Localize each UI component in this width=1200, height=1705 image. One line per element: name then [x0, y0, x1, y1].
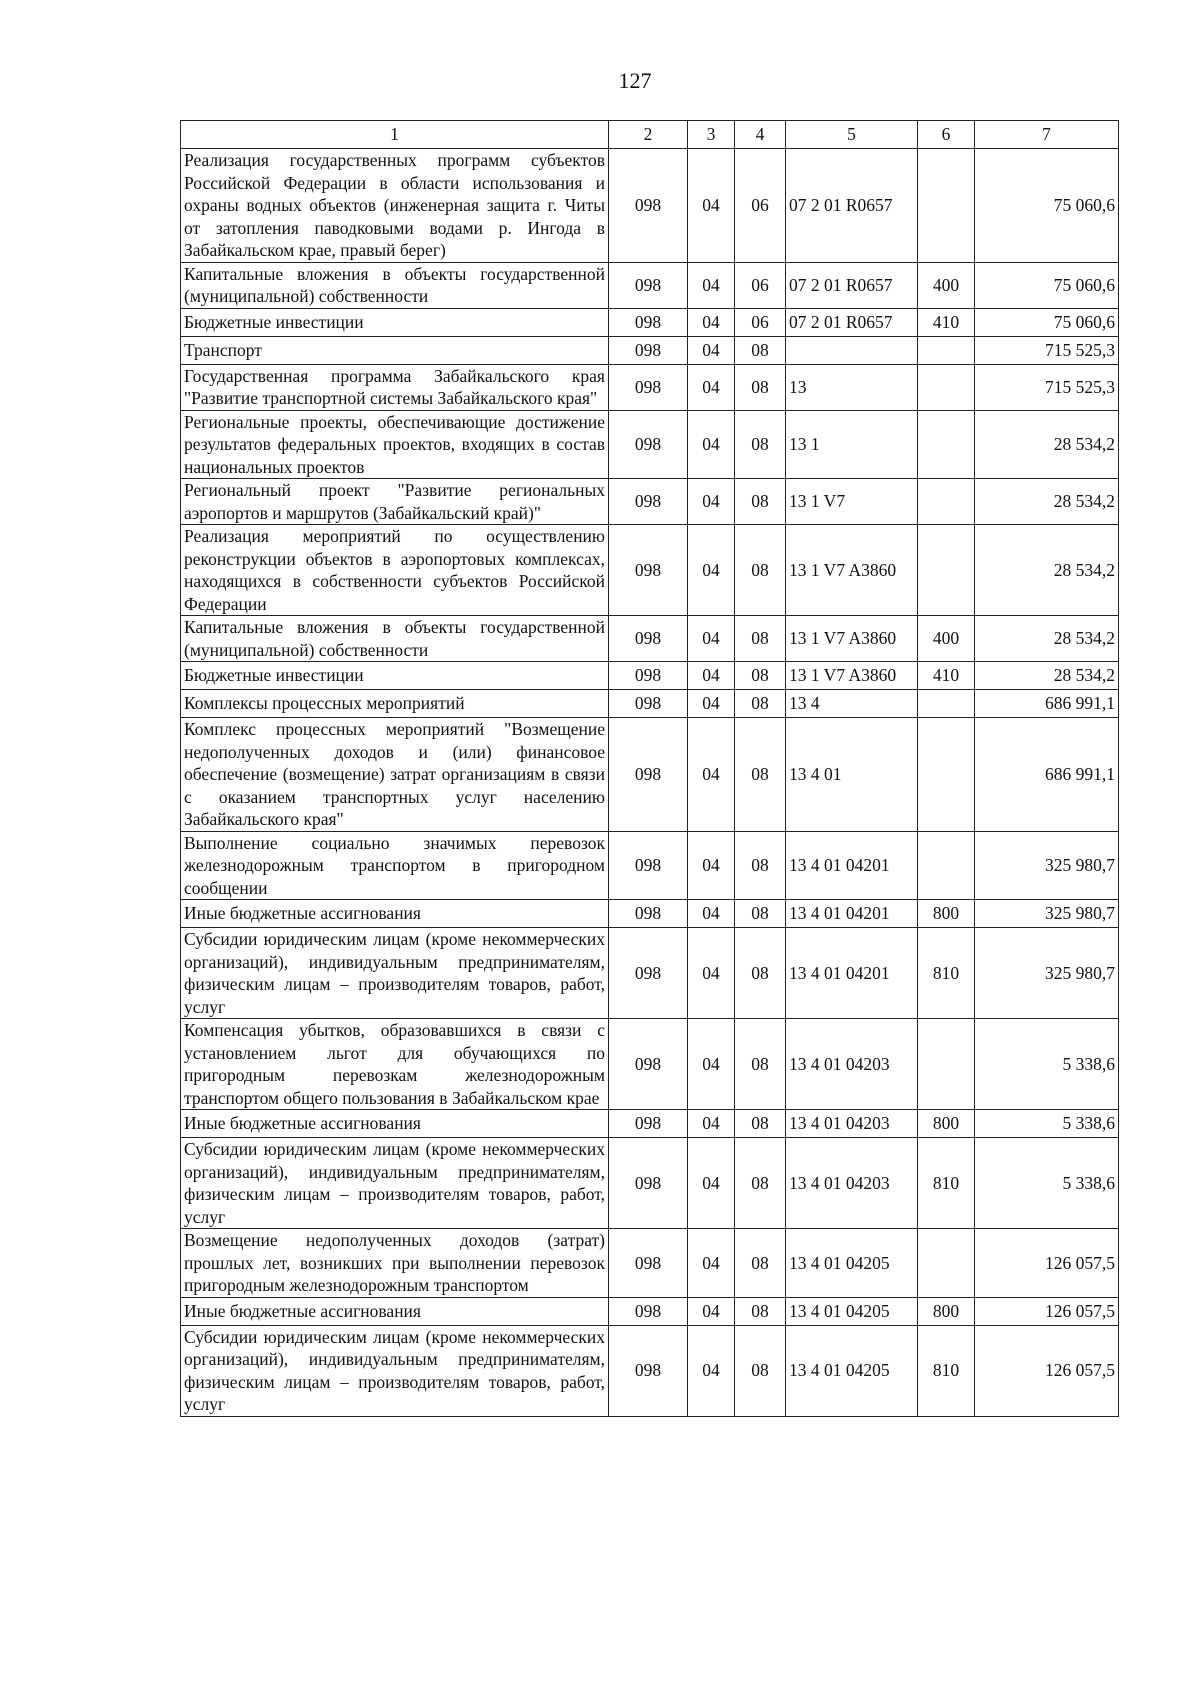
row-col-3: 04 — [688, 149, 735, 263]
row-col-2: 098 — [609, 1019, 688, 1110]
row-col-4: 08 — [735, 410, 786, 479]
row-col-5: 13 4 01 — [786, 718, 918, 832]
row-col-5: 07 2 01 R0657 — [786, 149, 918, 263]
row-col-5: 13 4 01 04201 — [786, 831, 918, 900]
table-row — [181, 718, 1119, 832]
row-col-6: 400 — [918, 262, 975, 308]
row-col-3: 04 — [688, 336, 735, 364]
row-col-4: 08 — [735, 1110, 786, 1138]
row-name: Субсидии юридическим лицам (кроме некоммерческих организаций), индивидуальным предпринимателям, физическим лицам – производителям товаров, работ, услуг — [181, 1325, 609, 1416]
row-col-6 — [918, 410, 975, 479]
row-col-7: 126 057,5 — [975, 1229, 1119, 1298]
table-row — [181, 336, 1119, 364]
row-col-3: 04 — [688, 1138, 735, 1229]
row-name: Иные бюджетные ассигнования — [181, 1110, 609, 1138]
row-col-5: 13 4 01 04205 — [786, 1325, 918, 1416]
row-name: Капитальные вложения в объекты государственной (муниципальной) собственности — [181, 616, 609, 662]
row-col-6 — [918, 831, 975, 900]
row-col-4: 08 — [735, 525, 786, 616]
table-row — [181, 900, 1119, 928]
row-col-5: 13 4 01 04201 — [786, 928, 918, 1019]
row-col-7: 126 057,5 — [975, 1325, 1119, 1416]
row-col-4: 06 — [735, 149, 786, 263]
row-name: Компенсация убытков, образовавшихся в связи с установлением льгот для обучающихся по пригородным перевозкам железнодорожным транспортом общего пользования в Забайкальском крае — [181, 1019, 609, 1110]
row-col-3: 04 — [688, 1325, 735, 1416]
row-col-6: 810 — [918, 1138, 975, 1229]
budget-table — [180, 120, 1119, 1417]
row-col-4: 08 — [735, 1297, 786, 1325]
table-row — [181, 1138, 1119, 1229]
table-row — [181, 928, 1119, 1019]
row-col-3: 04 — [688, 308, 735, 336]
row-name: Субсидии юридическим лицам (кроме некоммерческих организаций), индивидуальным предпринимателям, физическим лицам – производителям товаров, работ, услуг — [181, 928, 609, 1019]
row-name: Государственная программа Забайкальского края "Развитие транспортной системы Забайкальского края" — [181, 364, 609, 410]
row-col-5: 13 4 01 04205 — [786, 1229, 918, 1298]
table-row — [181, 364, 1119, 410]
row-col-4: 08 — [735, 1019, 786, 1110]
row-col-3: 04 — [688, 831, 735, 900]
row-col-4: 08 — [735, 1325, 786, 1416]
row-col-3: 04 — [688, 616, 735, 662]
row-col-6 — [918, 336, 975, 364]
row-col-5: 13 1 V7 — [786, 479, 918, 525]
row-name: Реализация мероприятий по осуществлению реконструкции объектов в аэропортовых комплексах, находящихся в собственности субъектов Российской Федерации — [181, 525, 609, 616]
row-col-5: 13 — [786, 364, 918, 410]
header-col-5: 5 — [786, 121, 918, 149]
row-col-2: 098 — [609, 525, 688, 616]
row-col-2: 098 — [609, 928, 688, 1019]
row-col-7: 28 534,2 — [975, 616, 1119, 662]
row-col-2: 098 — [609, 900, 688, 928]
row-name: Транспорт — [181, 336, 609, 364]
header-col-4: 4 — [735, 121, 786, 149]
row-name: Региональный проект "Развитие региональных аэропортов и маршрутов (Забайкальский край)" — [181, 479, 609, 525]
row-name: Бюджетные инвестиции — [181, 308, 609, 336]
row-col-7: 75 060,6 — [975, 149, 1119, 263]
row-col-4: 08 — [735, 479, 786, 525]
row-col-4: 08 — [735, 1138, 786, 1229]
row-col-7: 75 060,6 — [975, 308, 1119, 336]
row-col-3: 04 — [688, 410, 735, 479]
row-col-2: 098 — [609, 1110, 688, 1138]
row-col-5: 13 4 01 04201 — [786, 900, 918, 928]
table-row — [181, 149, 1119, 263]
row-col-6 — [918, 525, 975, 616]
row-col-5 — [786, 336, 918, 364]
row-col-7: 325 980,7 — [975, 928, 1119, 1019]
row-col-6 — [918, 1229, 975, 1298]
row-name: Региональные проекты, обеспечивающие достижение результатов федеральных проектов, входящих в состав национальных проектов — [181, 410, 609, 479]
row-col-2: 098 — [609, 1138, 688, 1229]
row-col-6 — [918, 690, 975, 718]
row-col-2: 098 — [609, 336, 688, 364]
row-col-4: 08 — [735, 616, 786, 662]
row-col-3: 04 — [688, 479, 735, 525]
row-col-3: 04 — [688, 262, 735, 308]
header-col-1: 1 — [181, 121, 609, 149]
row-col-3: 04 — [688, 928, 735, 1019]
row-col-5: 13 1 — [786, 410, 918, 479]
row-col-3: 04 — [688, 1019, 735, 1110]
table-body — [181, 149, 1119, 1417]
row-name: Капитальные вложения в объекты государственной (муниципальной) собственности — [181, 262, 609, 308]
row-col-6: 810 — [918, 928, 975, 1019]
row-col-6 — [918, 479, 975, 525]
row-col-4: 08 — [735, 364, 786, 410]
row-col-2: 098 — [609, 662, 688, 690]
row-col-6: 810 — [918, 1325, 975, 1416]
row-col-6 — [918, 1019, 975, 1110]
row-col-3: 04 — [688, 364, 735, 410]
row-col-5: 13 4 01 04203 — [786, 1138, 918, 1229]
row-col-2: 098 — [609, 479, 688, 525]
row-name: Возмещение недополученных доходов (затрат) прошлых лет, возникших при выполнении перевозок пригородным железнодорожным транспортом — [181, 1229, 609, 1298]
row-name: Иные бюджетные ассигнования — [181, 1297, 609, 1325]
row-col-5: 13 4 01 04203 — [786, 1110, 918, 1138]
row-col-7: 715 525,3 — [975, 364, 1119, 410]
row-col-5: 13 1 V7 A3860 — [786, 525, 918, 616]
row-col-2: 098 — [609, 1229, 688, 1298]
row-col-7: 28 534,2 — [975, 525, 1119, 616]
row-col-2: 098 — [609, 149, 688, 263]
header-col-7: 7 — [975, 121, 1119, 149]
row-col-7: 686 991,1 — [975, 718, 1119, 832]
row-col-2: 098 — [609, 1297, 688, 1325]
page-number: 127 — [618, 68, 652, 93]
row-col-4: 08 — [735, 1229, 786, 1298]
header-row — [181, 121, 1119, 149]
row-col-3: 04 — [688, 1110, 735, 1138]
row-col-2: 098 — [609, 831, 688, 900]
row-col-2: 098 — [609, 262, 688, 308]
row-col-7: 5 338,6 — [975, 1110, 1119, 1138]
table-row — [181, 1229, 1119, 1298]
table-row — [181, 308, 1119, 336]
table-row — [181, 410, 1119, 479]
row-col-7: 28 534,2 — [975, 410, 1119, 479]
row-col-7: 686 991,1 — [975, 690, 1119, 718]
table-row — [181, 616, 1119, 662]
row-col-3: 04 — [688, 718, 735, 832]
row-col-3: 04 — [688, 1229, 735, 1298]
row-col-2: 098 — [609, 364, 688, 410]
row-col-5: 13 4 — [786, 690, 918, 718]
row-col-2: 098 — [609, 410, 688, 479]
row-col-5: 13 4 01 04203 — [786, 1019, 918, 1110]
row-col-4: 08 — [735, 831, 786, 900]
row-col-4: 08 — [735, 928, 786, 1019]
table-row — [181, 662, 1119, 690]
row-name: Реализация государственных программ субъектов Российской Федерации в области использования и охраны водных объектов (инженерная защита г. Читы от затопления паводковыми водами р. Ингода в Забайкальском крае, правый берег) — [181, 149, 609, 263]
row-col-2: 098 — [609, 690, 688, 718]
row-col-3: 04 — [688, 1297, 735, 1325]
table-row — [181, 525, 1119, 616]
row-col-6 — [918, 149, 975, 263]
row-col-5: 13 4 01 04205 — [786, 1297, 918, 1325]
row-col-7: 715 525,3 — [975, 336, 1119, 364]
row-name: Субсидии юридическим лицам (кроме некоммерческих организаций), индивидуальным предпринимателям, физическим лицам – производителям товаров, работ, услуг — [181, 1138, 609, 1229]
row-col-4: 08 — [735, 690, 786, 718]
row-col-3: 04 — [688, 662, 735, 690]
row-col-2: 098 — [609, 718, 688, 832]
row-col-7: 325 980,7 — [975, 831, 1119, 900]
row-col-6: 800 — [918, 900, 975, 928]
row-col-7: 5 338,6 — [975, 1019, 1119, 1110]
row-col-7: 75 060,6 — [975, 262, 1119, 308]
table-row — [181, 1297, 1119, 1325]
row-col-4: 06 — [735, 262, 786, 308]
table-row — [181, 1110, 1119, 1138]
row-col-4: 08 — [735, 336, 786, 364]
row-col-4: 06 — [735, 308, 786, 336]
table-row — [181, 1019, 1119, 1110]
table-row — [181, 1325, 1119, 1416]
row-name: Комплексы процессных мероприятий — [181, 690, 609, 718]
header-col-2: 2 — [609, 121, 688, 149]
row-col-2: 098 — [609, 616, 688, 662]
table-row — [181, 690, 1119, 718]
row-name: Иные бюджетные ассигнования — [181, 900, 609, 928]
row-col-6 — [918, 364, 975, 410]
row-col-2: 098 — [609, 308, 688, 336]
row-col-3: 04 — [688, 525, 735, 616]
table-row — [181, 479, 1119, 525]
row-name: Комплекс процессных мероприятий "Возмещение недополученных доходов и (или) финансовое обеспечение (возмещение) затрат организациям в связи с оказанием транспортных услуг населению Забайкальского края" — [181, 718, 609, 832]
row-col-6: 400 — [918, 616, 975, 662]
row-col-7: 5 338,6 — [975, 1138, 1119, 1229]
row-col-7: 28 534,2 — [975, 662, 1119, 690]
row-col-5: 07 2 01 R0657 — [786, 262, 918, 308]
row-col-7: 325 980,7 — [975, 900, 1119, 928]
row-col-5: 13 1 V7 A3860 — [786, 662, 918, 690]
row-col-6: 800 — [918, 1110, 975, 1138]
row-col-6: 800 — [918, 1297, 975, 1325]
row-col-5: 13 1 V7 A3860 — [786, 616, 918, 662]
row-col-4: 08 — [735, 662, 786, 690]
row-col-7: 126 057,5 — [975, 1297, 1119, 1325]
row-name: Бюджетные инвестиции — [181, 662, 609, 690]
row-col-5: 07 2 01 R0657 — [786, 308, 918, 336]
header-col-6: 6 — [918, 121, 975, 149]
row-col-2: 098 — [609, 1325, 688, 1416]
row-col-7: 28 534,2 — [975, 479, 1119, 525]
row-col-6: 410 — [918, 662, 975, 690]
row-name: Выполнение социально значимых перевозок железнодорожным транспортом в пригородном сообщении — [181, 831, 609, 900]
row-col-6: 410 — [918, 308, 975, 336]
row-col-6 — [918, 718, 975, 832]
row-col-3: 04 — [688, 900, 735, 928]
table-row — [181, 831, 1119, 900]
header-col-3: 3 — [688, 121, 735, 149]
row-col-3: 04 — [688, 690, 735, 718]
row-col-4: 08 — [735, 718, 786, 832]
table-row — [181, 262, 1119, 308]
row-col-4: 08 — [735, 900, 786, 928]
